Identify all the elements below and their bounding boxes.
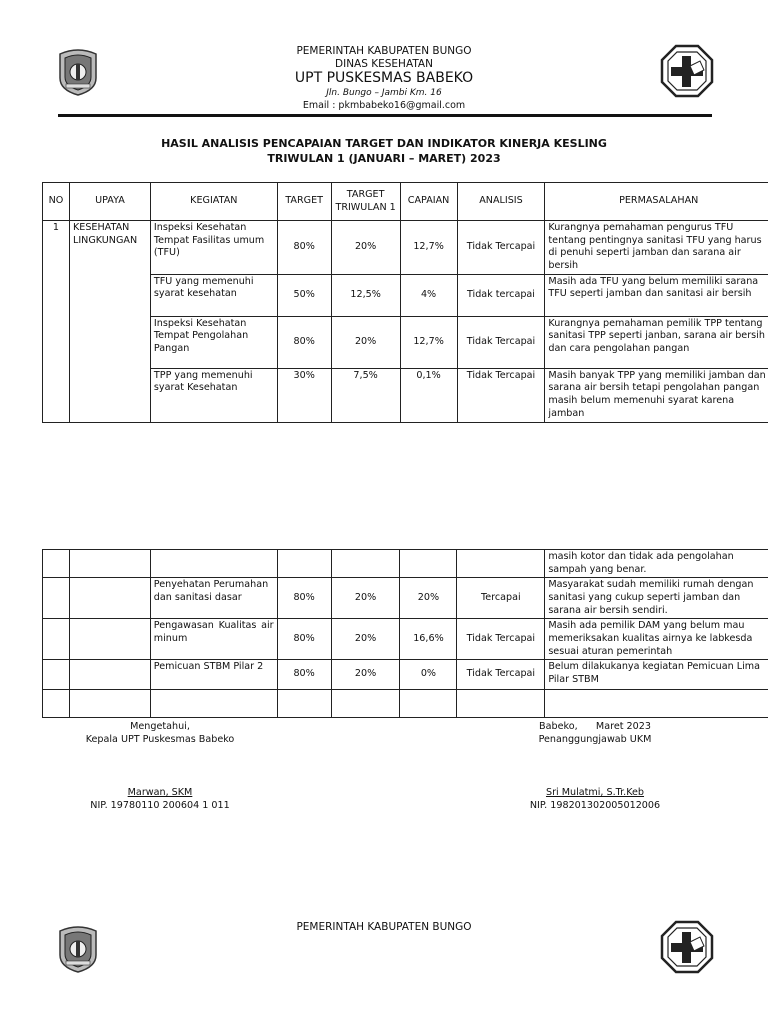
signature-left-role: Kepala UPT Puskesmas Babeko — [85, 734, 235, 746]
empty-cell — [457, 550, 545, 578]
cell-permasalahan: Masih banyak TPP yang memiliki jamban dan sarana air bersih tetapi pengolahan pangan masih belum memenuhi syarat karena jamban — [545, 368, 768, 422]
letterhead-department: DINAS KESEHATAN — [335, 58, 433, 70]
cell-no: 1 — [43, 221, 70, 423]
cell-capaian: 12,7% — [400, 221, 457, 275]
cell-target: 50% — [277, 274, 331, 316]
cell-target: 80% — [277, 578, 331, 619]
kesling-table-page1 — [42, 182, 768, 423]
signature-left-name: Marwan, SKM — [127, 787, 193, 798]
cell-target-triwulan: 20% — [331, 316, 400, 368]
header-capaian: CAPAIAN — [400, 183, 457, 221]
letterhead-email: Email : pkmbabeko16@gmail.com — [302, 100, 466, 111]
empty-cell — [400, 690, 457, 718]
empty-cell — [400, 550, 457, 578]
cell-analisis: Tidak Tercapai — [457, 619, 545, 660]
header-permasalahan: PERMASALAHAN — [545, 183, 768, 221]
cell-target: 80% — [277, 660, 331, 690]
empty-cell — [69, 550, 150, 578]
cell-capaian: 0,1% — [400, 368, 457, 422]
empty-cell — [43, 578, 70, 619]
cell-permasalahan: Kurangnya pemahaman pemilik TPP tentang sanitasi TPP seperti janban, sarana air bersih dan cara pengolahan pangan — [545, 316, 768, 368]
cell-target-triwulan: 20% — [331, 221, 400, 275]
empty-cell — [150, 550, 277, 578]
table-row — [43, 550, 768, 578]
signature-block-right — [495, 720, 695, 747]
cell-permasalahan: Masih ada pemilik DAM yang belum mau memeriksakan kualitas airnya ke labkesda sesuai aturan pemerintah — [545, 619, 768, 660]
cell-target: 80% — [277, 316, 331, 368]
letterhead-government: PEMERINTAH KABUPATEN BUNGO — [296, 45, 472, 57]
cell-analisis: Tidak Tercapai — [457, 368, 545, 422]
cell-kegiatan: TFU yang memenuhi syarat kesehatan — [150, 274, 277, 316]
cell-capaian: 16,6% — [400, 619, 457, 660]
empty-cell — [43, 619, 70, 660]
cell-permasalahan: Kurangnya pemahaman pengurus TFU tentang pentingnya sanitasi TFU yang harus di penuhi seperti jamban dan sarana air bersih — [545, 221, 768, 275]
header-kegiatan: KEGIATAN — [150, 183, 277, 221]
table-row — [43, 578, 768, 619]
cell-kegiatan: Pengawasan Kualitas air minum — [150, 619, 277, 660]
cell-kegiatan: Pemicuan STBM Pilar 2 — [150, 660, 277, 690]
header-no: NO — [43, 183, 70, 221]
empty-cell — [43, 690, 70, 718]
health-service-logo-footer — [660, 920, 714, 974]
cell-analisis: Tidak tercapai — [457, 274, 545, 316]
cell-target: 80% — [277, 221, 331, 275]
empty-cell — [69, 619, 150, 660]
cell-analisis: Tidak Tercapai — [457, 221, 545, 275]
report-period: TRIWULAN 1 (JANUARI – MARET) 2023 — [267, 152, 501, 165]
cell-kegiatan: Inspeksi Kesehatan Tempat Fasilitas umum (TFU) — [150, 221, 277, 275]
cell-target-triwulan: 20% — [331, 660, 400, 690]
cell-kegiatan: TPP yang memenuhi syarat Kesehatan — [150, 368, 277, 422]
empty-cell — [277, 550, 331, 578]
letterhead-institution: UPT PUSKESMAS BABEKO — [294, 70, 474, 86]
cell-analisis: Tidak Tercapai — [457, 316, 545, 368]
empty-cell — [545, 690, 768, 718]
header-target: TARGET — [277, 183, 331, 221]
signature-right-date: Babeko, Maret 2023 — [539, 721, 651, 732]
signature-right-nip: NIP. 198201302005012006 — [529, 800, 661, 812]
table-row — [43, 619, 768, 660]
cell-capaian: 0% — [400, 660, 457, 690]
cell-permasalahan: Belum dilakukanya kegiatan Pemicuan Lima Pilar STBM — [545, 660, 768, 690]
cell-analisis: Tidak Tercapai — [457, 660, 545, 690]
table-row — [43, 368, 768, 422]
empty-cell — [69, 578, 150, 619]
signature-block-right-name — [495, 786, 695, 813]
table-row — [43, 316, 768, 368]
table-row — [43, 660, 768, 690]
empty-cell — [69, 690, 150, 718]
cell-capaian: 20% — [400, 578, 457, 619]
empty-cell — [277, 690, 331, 718]
empty-cell — [331, 550, 400, 578]
cell-target-triwulan: 20% — [331, 619, 400, 660]
cell-kegiatan: Penyehatan Perumahan dan sanitasi dasar — [150, 578, 277, 619]
header-target-triwulan: TARGET TRIWULAN 1 — [331, 183, 400, 221]
empty-cell — [43, 660, 70, 690]
cell-capaian: 12,7% — [400, 316, 457, 368]
header-analisis: ANALISIS — [457, 183, 545, 221]
cell-analisis: Tercapai — [457, 578, 545, 619]
cell-kegiatan: Inspeksi Kesehatan Tempat Pengolahan Pangan — [150, 316, 277, 368]
empty-cell — [331, 690, 400, 718]
cell-permasalahan: Masih ada TFU yang belum memiliki sarana TFU seperti jamban dan sanitasi air bersih — [545, 274, 768, 316]
letterhead-address: Jln. Bungo – Jambi Km. 16 — [326, 88, 442, 98]
empty-cell — [457, 690, 545, 718]
header-upaya: UPAYA — [69, 183, 150, 221]
table-row — [43, 221, 768, 275]
cell-permasalahan-continued: masih kotor dan tidak ada pengolahan sampah yang benar. — [545, 550, 768, 578]
cell-target-triwulan: 20% — [331, 578, 400, 619]
signature-right-role: Penanggungjawab UKM — [538, 734, 652, 746]
empty-cell — [150, 690, 277, 718]
cell-target: 80% — [277, 619, 331, 660]
signature-left-nip: NIP. 19780110 200604 1 011 — [90, 800, 230, 812]
table-row-empty — [43, 690, 768, 718]
report-title: HASIL ANALISIS PENCAPAIAN TARGET DAN INDIKATOR KINERJA KESLING — [161, 137, 607, 150]
signature-right-name: Sri Mulatmi, S.Tr.Keb — [545, 787, 645, 798]
empty-cell — [69, 660, 150, 690]
empty-cell — [43, 550, 70, 578]
cell-permasalahan: Masyarakat sudah memiliki rumah dengan sanitasi yang cukup seperti jamban dan sarana air bersih sendiri. — [545, 578, 768, 619]
signature-block-left — [60, 720, 260, 747]
cell-target-triwulan: 12,5% — [331, 274, 400, 316]
cell-capaian: 4% — [400, 274, 457, 316]
letterhead-divider — [58, 114, 712, 117]
cell-target-triwulan: 7,5% — [331, 368, 400, 422]
signature-left-greeting: Mengetahui, — [130, 721, 190, 732]
cell-upaya: KESEHATAN LINGKUNGAN — [69, 221, 150, 423]
footer-government: PEMERINTAH KABUPATEN BUNGO — [296, 921, 472, 933]
table-row — [43, 274, 768, 316]
signature-block-left-name — [60, 786, 260, 813]
table-header-row — [43, 183, 768, 221]
cell-target: 30% — [277, 368, 331, 422]
kesling-table-page2 — [42, 549, 768, 718]
